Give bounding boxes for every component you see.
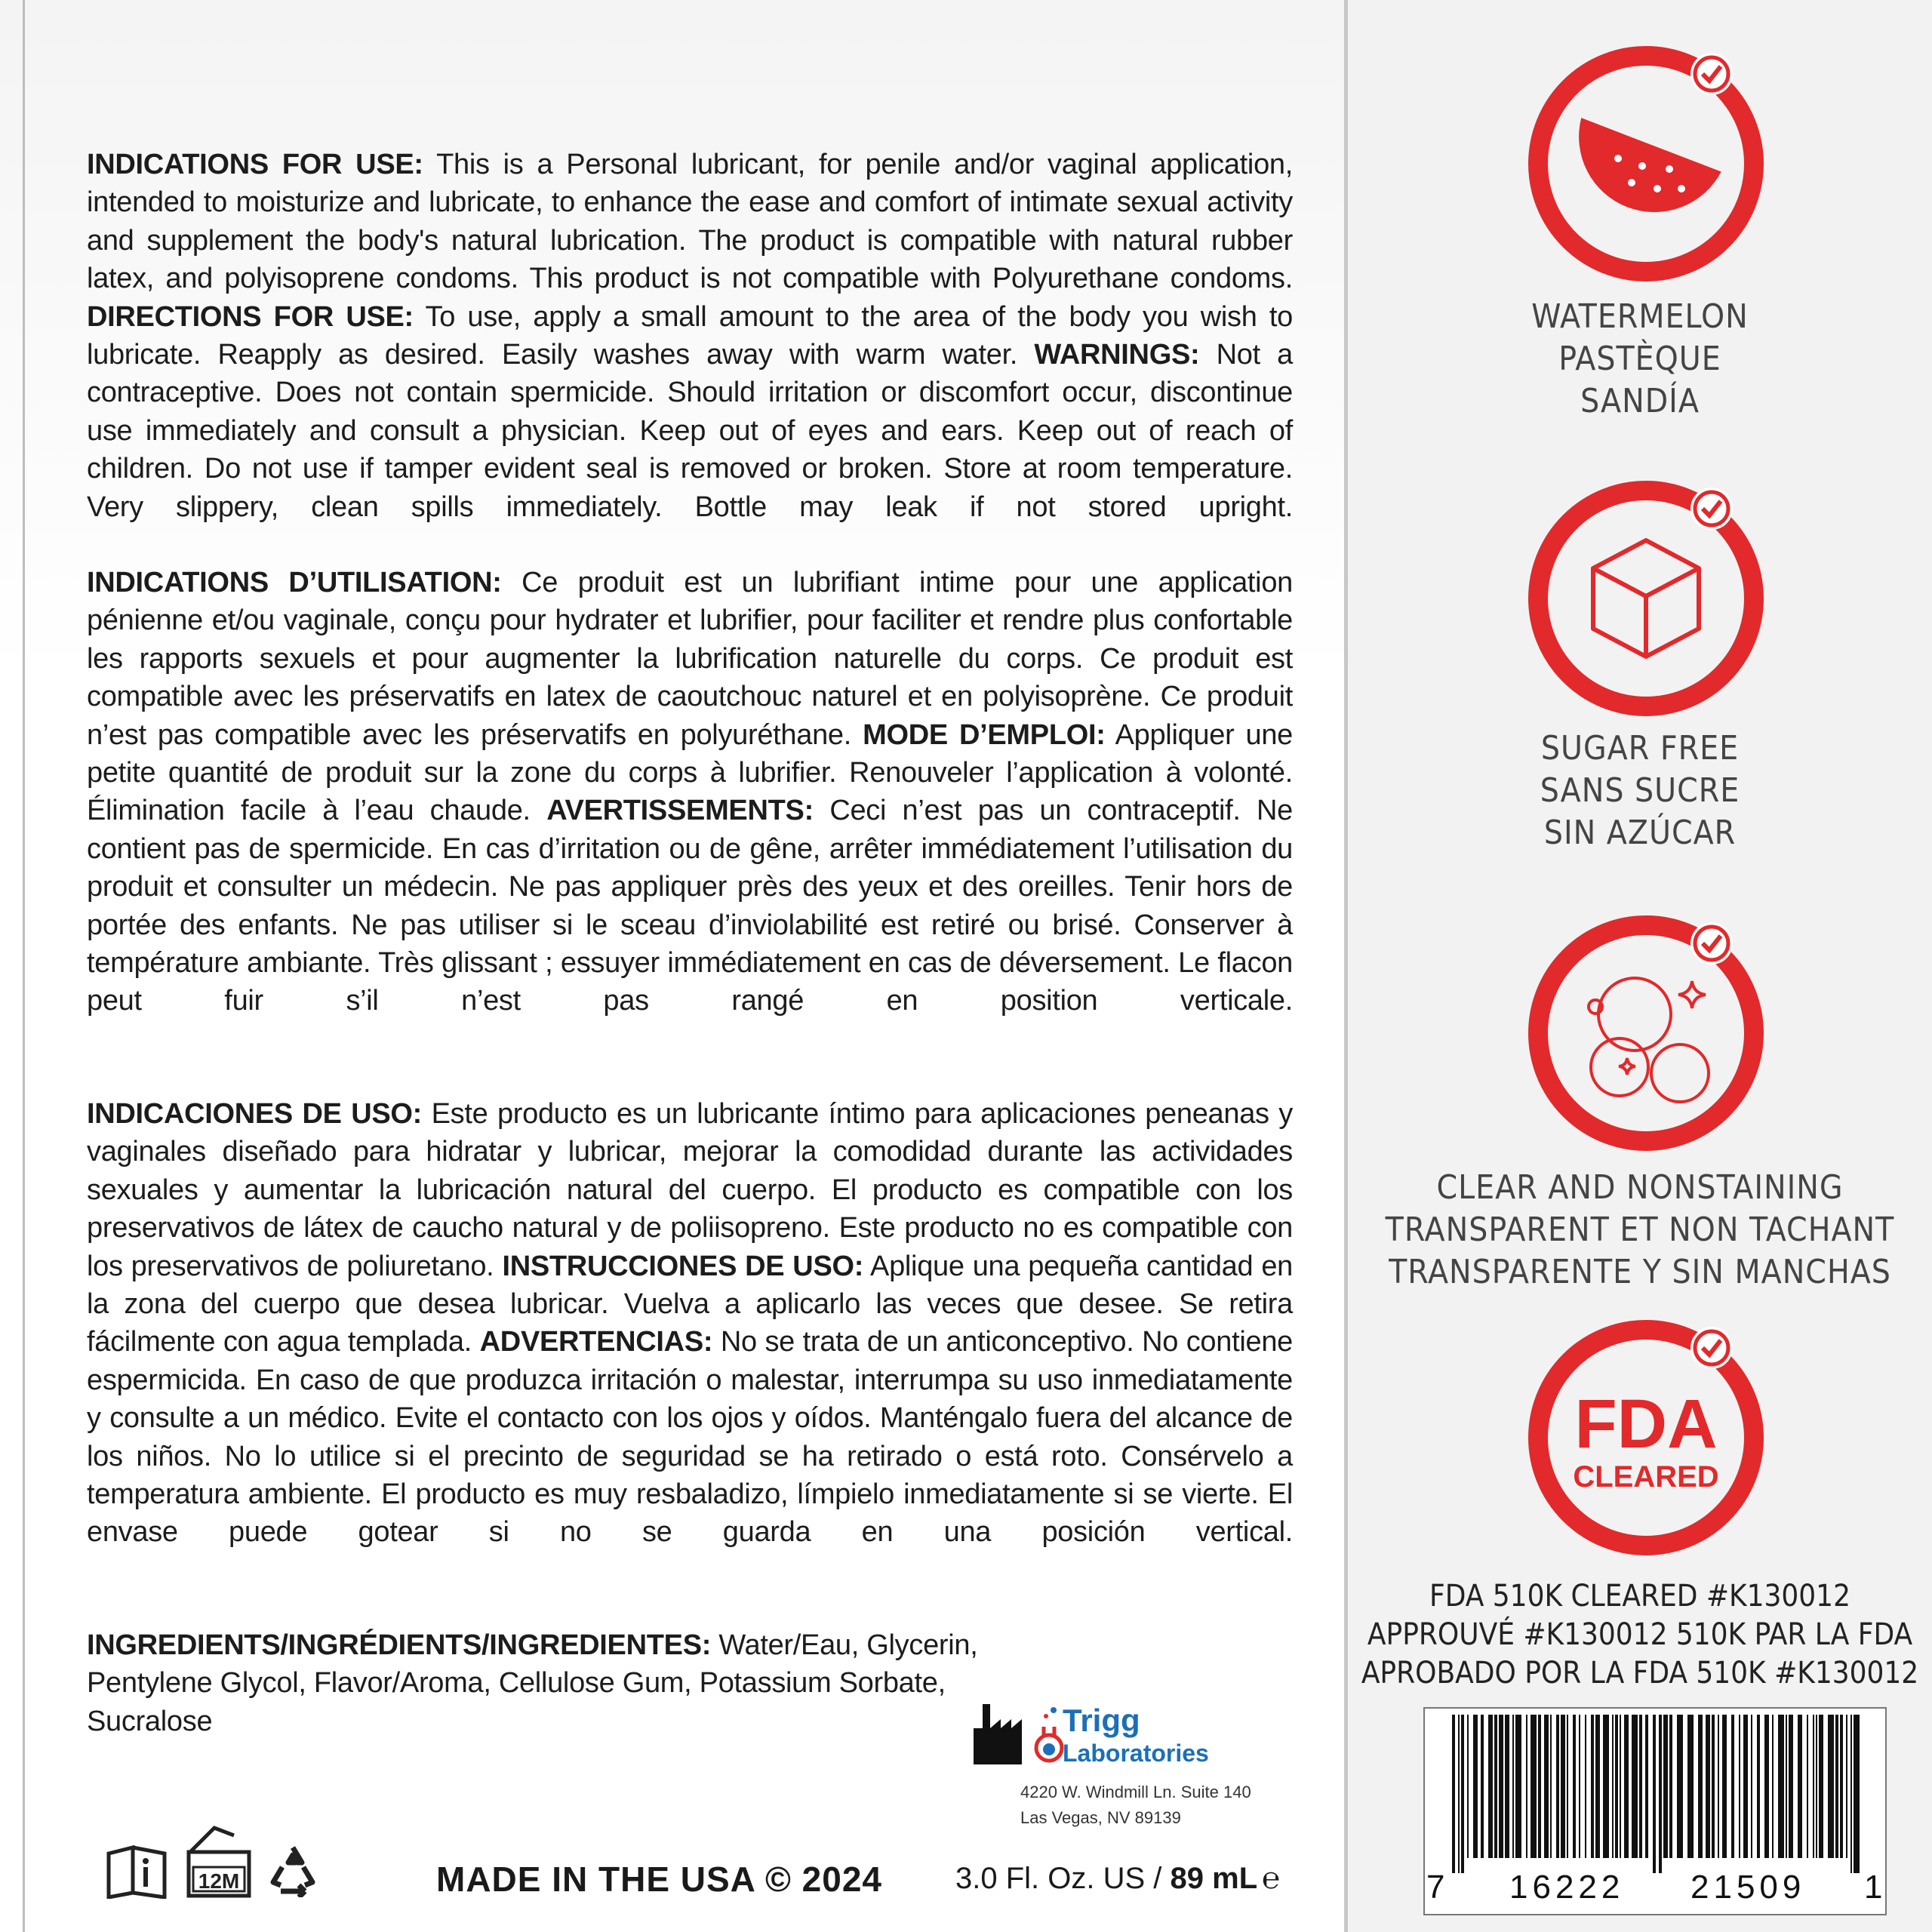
pao-label: 12M bbox=[198, 1869, 240, 1893]
manufacturer-logo bbox=[974, 1698, 1260, 1766]
barcode-bar bbox=[1798, 1715, 1802, 1858]
barcode-bar bbox=[1591, 1715, 1594, 1858]
spanish-instructions bbox=[87, 1095, 1293, 1552]
barcode-bar bbox=[1632, 1715, 1638, 1858]
barcode-bar bbox=[1512, 1715, 1514, 1858]
barcode-bar bbox=[1757, 1715, 1760, 1858]
en-directions-text: To use, apply a small amount to the area of the body you wish to lubricate. Reapply as desired. Easily washes away with warm water. bbox=[87, 300, 1293, 371]
barcode-bar bbox=[1645, 1715, 1648, 1858]
en-indications-heading: INDICATIONS FOR USE: bbox=[87, 149, 423, 180]
barcode-bars bbox=[1425, 1715, 1885, 1873]
sugar-es: SIN AZÚCAR bbox=[1543, 814, 1737, 852]
ingredients-heading: INGREDIENTS/INGRÉDIENTS/INGREDIENTES: bbox=[87, 1629, 712, 1661]
ingredients-text: Water/Eau, Glycerin, Pentylene Glycol, Flavor/Aroma, Cellulose Gum, Potassium Sorbate, Sucralose bbox=[87, 1629, 978, 1737]
ingredients bbox=[87, 1626, 1068, 1740]
barcode-bar bbox=[1612, 1715, 1614, 1858]
barcode-bar bbox=[1573, 1715, 1576, 1858]
barcode-bar bbox=[1739, 1715, 1740, 1858]
barcode-digit-first: 7 bbox=[1426, 1869, 1445, 1906]
jar-icon bbox=[184, 1825, 254, 1899]
barcode-bar bbox=[1561, 1715, 1565, 1858]
fda-small: CLEARED bbox=[1573, 1460, 1719, 1494]
fda-clearance bbox=[1348, 1577, 1932, 1693]
address-line-2: Las Vegas, NV 89139 bbox=[1020, 1808, 1181, 1827]
net-volume bbox=[955, 1862, 1280, 1896]
barcode-bar bbox=[1615, 1715, 1618, 1858]
barcode-bar bbox=[1813, 1715, 1814, 1858]
barcode-bar bbox=[1828, 1715, 1834, 1858]
es-indications-heading: INDICACIONES DE USO: bbox=[87, 1098, 423, 1130]
barcode-bar bbox=[1603, 1715, 1609, 1858]
barcode-bar bbox=[1467, 1715, 1469, 1858]
barcode-bar bbox=[1850, 1715, 1852, 1873]
watermelon-icon bbox=[1567, 118, 1726, 230]
check-icon bbox=[1690, 1327, 1733, 1369]
barcode-bar bbox=[1731, 1715, 1734, 1858]
barcode-bar bbox=[1653, 1715, 1656, 1873]
watermelon-fr: PASTÈQUE bbox=[1558, 340, 1721, 378]
check-icon bbox=[1690, 488, 1733, 530]
fr-warnings-heading: AVERTISSEMENTS: bbox=[546, 795, 814, 827]
clear-en: CLEAR AND NONSTAINING bbox=[1436, 1168, 1844, 1207]
clear-badge bbox=[1521, 909, 1770, 1158]
watermelon-label bbox=[1348, 296, 1932, 423]
barcode-bar bbox=[1556, 1715, 1559, 1858]
made-in-usa: MADE IN THE USA © 2024 bbox=[436, 1860, 882, 1899]
fr-indications-text: Ce produit est un lubrifiant intime pour une application pénienne et/ou vaginale, conçu pour hydrater et lubrifier, pour faciliter et rendre plus confortable les rapports sexuels et pour augmenter la lubrification naturelle du corps. Ce produit est compatible avec les préservatifs en latex de caoutchouc naturel et en polyisoprène. Ce produit n’est pas compatible avec les préservatifs en polyuréthane. bbox=[87, 567, 1293, 751]
barcode-bar bbox=[1579, 1715, 1580, 1858]
barcode-group-left: 16222 bbox=[1509, 1869, 1625, 1906]
french-instructions bbox=[87, 564, 1293, 1020]
factory-icon bbox=[974, 1704, 1022, 1764]
barcode-bar bbox=[1585, 1715, 1586, 1858]
fr-warnings-text: Ceci n’est pas un contraceptif. Ne contient pas de spermicide. En cas d’irritation ou de gêne, arrêter immédiatement l’utilisation du produit et consulter un médecin. Ne pas appliquer près des yeux et des oreilles. Tenir hors de portée des enfants. Ne pas utiliser si le sceau d’inviolabilité est retiré ou brisé. Conserver à température ambiante. Très glissant ; essuyer immédiatement en cas de déversement. Le flacon peut fuir s’il n’est pas rangé en position verticale. bbox=[87, 795, 1293, 1017]
barcode-bar bbox=[1526, 1715, 1527, 1858]
flask-icon bbox=[1036, 1707, 1062, 1761]
barcode-bar bbox=[1620, 1715, 1621, 1858]
barcode-bar bbox=[1786, 1715, 1787, 1858]
barcode-bar bbox=[1595, 1715, 1600, 1858]
barcode-bar bbox=[1452, 1715, 1455, 1873]
sugar-free-badge bbox=[1521, 474, 1770, 723]
barcode-bar bbox=[1473, 1715, 1478, 1858]
barcode-bar bbox=[1718, 1715, 1719, 1858]
barcode-group-right: 21509 bbox=[1690, 1869, 1806, 1906]
barcode-bar bbox=[1764, 1715, 1769, 1858]
barcode-bar bbox=[1531, 1715, 1537, 1858]
barcode-bar bbox=[1567, 1715, 1568, 1858]
bubbles-icon bbox=[1589, 978, 1709, 1102]
fda-en: FDA 510K CLEARED #K130012 bbox=[1429, 1579, 1850, 1614]
sugar-free-label bbox=[1348, 728, 1932, 854]
barcode-bar bbox=[1461, 1715, 1464, 1873]
recycle-icon bbox=[266, 1844, 320, 1897]
logo-trigg: Trigg bbox=[1063, 1703, 1140, 1738]
barcode-digit-last: 1 bbox=[1864, 1869, 1883, 1906]
barcode-bar bbox=[1488, 1715, 1493, 1858]
barcode-bar bbox=[1846, 1715, 1847, 1858]
watermelon-badge bbox=[1521, 39, 1770, 288]
barcode-bar bbox=[1835, 1715, 1838, 1858]
barcode-bar bbox=[1712, 1715, 1715, 1858]
fda-badge bbox=[1521, 1313, 1770, 1562]
barcode-bar bbox=[1481, 1715, 1484, 1858]
barcode-bar bbox=[1639, 1715, 1642, 1858]
cube-icon bbox=[1593, 540, 1699, 657]
fda-es: APROBADO POR LA FDA 510K #K130012 bbox=[1361, 1656, 1919, 1690]
barcode-bar bbox=[1538, 1715, 1541, 1858]
barcode-bar bbox=[1550, 1715, 1552, 1858]
fr-directions-heading: MODE D’EMPLOI: bbox=[863, 718, 1106, 751]
fr-directions-text: Appliquer une petite quantité de produit sur la zone du corps à lubrifier. Renouveler l’application à volonté. Élimination facile à l’eau chaude. bbox=[87, 718, 1294, 827]
fda-big: FDA bbox=[1574, 1386, 1718, 1463]
barcode-bar bbox=[1544, 1715, 1549, 1858]
fda-fr: APPROUVÉ #K130012 510K PAR LA FDA bbox=[1367, 1617, 1913, 1652]
en-indications-text: This is a Personal lubricant, for penile and/or vaginal application, intended to moisturize and lubricate, to enhance the ease and comfort of intimate sexual activity and supplement the body's natural lubrication. The product is compatible with natural rubber latex, and polyisoprene condoms. This product is not compatible with Polyurethane condoms. bbox=[87, 149, 1293, 295]
barcode-bar bbox=[1669, 1715, 1672, 1858]
address-line-1: 4220 W. Windmill Ln. Suite 140 bbox=[1020, 1783, 1251, 1801]
volume-ml: 89 mL bbox=[1170, 1862, 1258, 1895]
barcode-bar bbox=[1751, 1715, 1752, 1858]
es-warnings-text: No se trata de un anticonceptivo. No contiene espermicida. En caso de que produzca irritación o malestar, interrumpa su uso inmediatamente y consulte a un médico. Evite el contacto con los ojos y oídos. Manténgalo fuera del alcance de los niños. No lo utilice si el precinto de seguridad se ha retirado o está roto. Consérvelo a temperatura ambiente. El producto es muy resbaladizo, límpielo inmediatamente si se vierte. El envase puede gotear si no se guarda en una posición vertical. bbox=[87, 1326, 1293, 1549]
estimated-sign-icon: ℮ bbox=[1262, 1862, 1281, 1895]
es-warnings-heading: ADVERTENCIAS: bbox=[479, 1326, 713, 1358]
barcode-bar bbox=[1505, 1715, 1509, 1858]
fr-indications-heading: INDICATIONS D’UTILISATION: bbox=[87, 567, 502, 598]
barcode-bar bbox=[1722, 1715, 1727, 1858]
barcode-bar bbox=[1624, 1715, 1629, 1858]
check-icon bbox=[1690, 922, 1733, 964]
barcode-bar bbox=[1663, 1715, 1668, 1858]
barcode-bar bbox=[1499, 1715, 1503, 1858]
barcode-bar bbox=[1659, 1715, 1662, 1873]
clear-es: TRANSPARENTE Y SIN MANCHAS bbox=[1389, 1253, 1891, 1291]
barcode-bar bbox=[1778, 1715, 1784, 1858]
barcode-bar bbox=[1816, 1715, 1817, 1858]
barcode bbox=[1423, 1707, 1887, 1915]
logo-laboratories: Laboratories bbox=[1063, 1740, 1209, 1766]
barcode-bar bbox=[1743, 1715, 1748, 1858]
volume-us: 3.0 Fl. Oz. US / bbox=[955, 1862, 1171, 1895]
es-directions-text: Aplique una pequeña cantidad en la zona del cuerpo que desea lubricar. Vuelva a aplicarlo las veces que desee. Se retira fácilmente con agua templada. bbox=[87, 1250, 1293, 1358]
en-warnings-text: Not a contraceptive. Does not contain spermicide. Should irritation or discomfort occur, discontinue use immediately and consult a physician. Keep out of eyes and ears. Keep out of reach of children. Do not use if tamper evident seal is removed or broken. Store at room temperature. Very slippery, clean spills immediately. Bottle may leak if not stored upright. bbox=[87, 339, 1294, 523]
en-directions-heading: DIRECTIONS FOR USE: bbox=[87, 300, 414, 333]
barcode-bar bbox=[1494, 1715, 1497, 1858]
barcode-bar bbox=[1840, 1715, 1843, 1858]
book-icon bbox=[106, 1844, 168, 1899]
barcode-bar bbox=[1854, 1715, 1860, 1873]
barcode-bar bbox=[1515, 1715, 1521, 1858]
barcode-bar bbox=[1807, 1715, 1808, 1858]
barcode-bar bbox=[1698, 1715, 1703, 1858]
barcode-bar bbox=[1819, 1715, 1823, 1858]
clear-label bbox=[1348, 1167, 1932, 1294]
check-icon bbox=[1690, 53, 1733, 95]
es-directions-heading: INSTRUCCIONES DE USO: bbox=[502, 1250, 864, 1282]
es-indications-text: Este producto es un lubricante íntimo para aplicaciones peneanas y vaginales diseñado para hidratar y lubricar, mejorar la comodidad durante las actividades sexuales y aumentar la lubricación natural del cuerpo. El producto es compatible con los preservativos de látex de caucho natural y de poliisopreno. Este producto no es compatible con los preservativos de poliuretano. bbox=[87, 1098, 1293, 1282]
barcode-bar bbox=[1687, 1715, 1694, 1858]
en-warnings-heading: WARNINGS: bbox=[1034, 339, 1200, 371]
barcode-bar bbox=[1789, 1715, 1793, 1858]
sugar-en: SUGAR FREE bbox=[1540, 729, 1740, 768]
barcode-bar bbox=[1772, 1715, 1774, 1858]
barcode-bar bbox=[1458, 1715, 1460, 1873]
watermelon-en: WATERMELON bbox=[1531, 297, 1749, 336]
watermelon-es: SANDÍA bbox=[1580, 382, 1700, 420]
sugar-fr: SANS SUCRE bbox=[1540, 771, 1740, 810]
clear-fr: TRANSPARENT ET NON TACHANT bbox=[1385, 1211, 1895, 1249]
panel-edge bbox=[23, 0, 25, 1932]
barcode-bar bbox=[1677, 1715, 1683, 1858]
barcode-bar bbox=[1706, 1715, 1710, 1858]
english-instructions bbox=[87, 146, 1293, 526]
